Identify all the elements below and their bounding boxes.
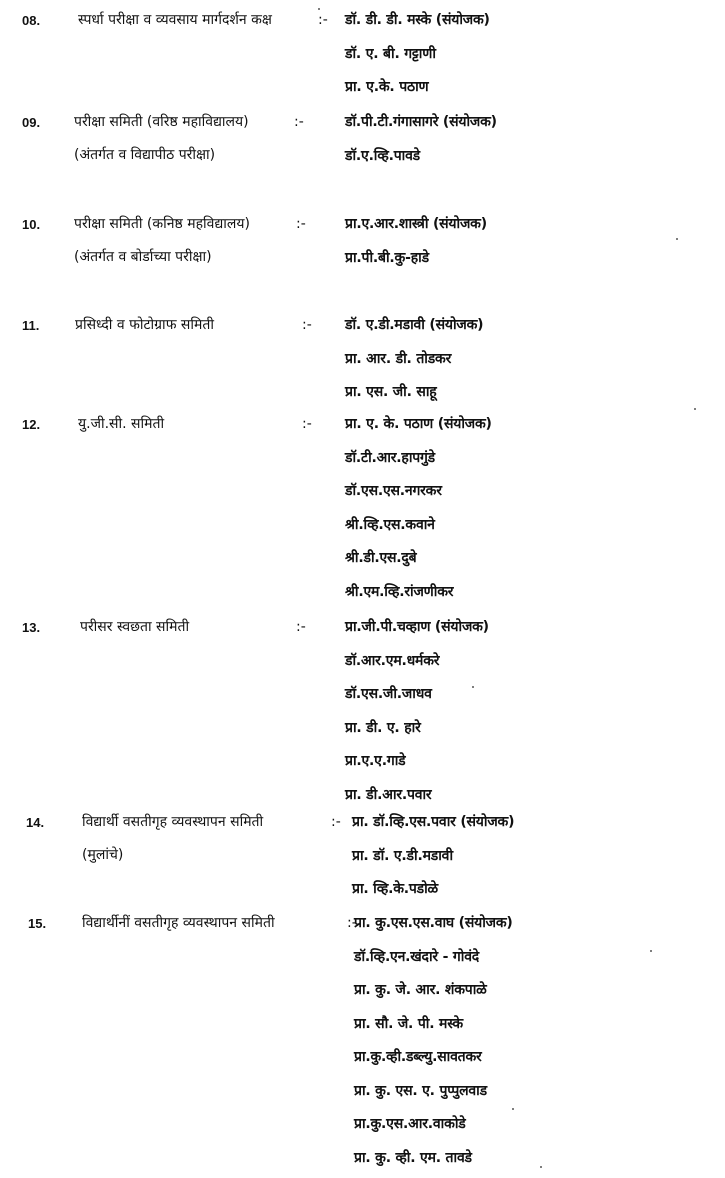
member-name: डॉ.ए.व्हि.पावडे <box>345 147 420 164</box>
committee-subtitle: (मुलांचे) <box>82 847 124 863</box>
committee-title-line: परीसर स्वछता समिती <box>80 619 190 635</box>
member-name: प्रा. कु. जे. आर. शंकपाळे <box>354 982 487 998</box>
scan-speck <box>512 1108 514 1110</box>
member-name: प्रा. एस. जी. साहू <box>345 384 437 400</box>
committee-number: 14. <box>26 815 45 830</box>
committee-title-line: विद्यार्थी वसतीगृह व्यवस्थापन समिती <box>82 814 264 830</box>
member-list <box>354 907 513 1175</box>
member-list <box>345 611 489 812</box>
member-name: डॉ.एस.जी.जाधव <box>345 686 432 702</box>
member-name: प्रा.कु.व्ही.डब्ल्यु.सावतकर <box>354 1049 482 1065</box>
member-name: डॉ.पी.टी.गंगासागरे (संयोजक) <box>345 114 497 130</box>
member-name: डॉ.आर.एम.धर्मकरे <box>345 652 440 669</box>
committee-title-line: प्रसिध्दी व फोटोग्राफ समिती <box>75 317 215 333</box>
committee-number: 10. <box>22 217 41 232</box>
committee-number: 08. <box>22 13 41 28</box>
member-name: प्रा. कु. एस. ए. पुप्पुलवाड <box>354 1082 487 1099</box>
committee-subtitle: (अंतर्गत व बोर्डाच्या परीक्षा) <box>74 249 212 265</box>
member-list <box>345 106 497 173</box>
member-name: प्रा. ए. के. पठाण (संयोजक) <box>345 416 492 432</box>
committee-separator: :- <box>296 216 306 232</box>
member-name: डॉ.टी.आर.हापगुंडे <box>345 449 435 466</box>
member-name: डॉ.एस.एस.नगरकर <box>345 483 442 499</box>
member-name: प्रा.ए.आर.शास्त्री (संयोजक) <box>345 216 487 232</box>
committee-title <box>78 4 272 37</box>
committee-title <box>74 106 249 172</box>
member-name: प्रा. ए.के. पठाण <box>345 79 429 95</box>
committee-title <box>74 208 250 274</box>
scan-speck <box>472 686 474 688</box>
member-list <box>352 806 514 907</box>
member-name: डॉ. ए. बी. गट्टाणी <box>345 45 436 62</box>
committee-number: 15. <box>28 916 47 931</box>
member-name: डॉ. डी. डी. मस्के (संयोजक) <box>345 12 490 28</box>
member-name: प्रा. डी.आर.पवार <box>345 786 432 803</box>
committee-number: 13. <box>22 620 41 635</box>
member-name: प्रा. कु.एस.एस.वाघ (संयोजक) <box>354 915 513 931</box>
scan-speck <box>694 408 696 410</box>
member-name: श्री.व्हि.एस.कवाने <box>345 516 435 533</box>
member-name: प्रा. आर. डी. तोडकर <box>345 350 452 367</box>
committee-title-line: यु.जी.सी. समिती <box>78 416 165 432</box>
committee-title-line: परीक्षा समिती (वरिष्ठ महाविद्यालय) <box>74 114 249 130</box>
committee-separator: :- <box>331 814 341 830</box>
committee-number: 12. <box>22 417 41 432</box>
member-name: प्रा. कु. व्ही. एम. तावडे <box>354 1149 472 1166</box>
committee-title <box>75 309 214 342</box>
committee-title <box>82 806 263 872</box>
member-list <box>345 408 492 609</box>
member-name: प्रा.पी.बी.कु-हाडे <box>345 249 429 266</box>
committee-title <box>82 907 275 940</box>
member-name: डॉ. ए.डी.मडावी (संयोजक) <box>345 317 484 333</box>
committee-title <box>78 408 164 441</box>
member-name: प्रा. डॉ.व्हि.एस.पवार (संयोजक) <box>352 814 515 830</box>
committee-number: 11. <box>22 318 40 333</box>
committee-separator: :- <box>302 416 312 432</box>
committee-separator: :- <box>294 114 304 130</box>
committee-title-line: परीक्षा समिती (कनिष्ठ महविद्यालय) <box>74 216 250 232</box>
committee-title <box>80 611 189 644</box>
member-name: श्री.एम.व्हि.रांजणीकर <box>345 583 454 600</box>
member-list <box>345 309 483 410</box>
member-name: प्रा.कु.एस.आर.वाकोडे <box>354 1116 466 1132</box>
committee-title-line: स्पर्धा परीक्षा व व्यवसाय मार्गदर्शन कक्ष <box>78 12 272 28</box>
committee-separator: :- <box>296 619 306 635</box>
member-name: प्रा.ए.ए.गाडे <box>345 753 406 769</box>
member-list <box>345 208 487 275</box>
member-list <box>345 4 490 105</box>
member-name: प्रा. डी. ए. हारे <box>345 719 421 736</box>
scan-speck <box>676 238 678 240</box>
scan-speck <box>540 1166 542 1168</box>
member-name: प्रा. डॉ. ए.डी.मडावी <box>352 847 453 864</box>
member-name: श्री.डी.एस.दुबे <box>345 550 417 566</box>
committee-title-line: विद्यार्थीनीं वसतीगृह व्यवस्थापन समिती <box>82 915 275 931</box>
member-name: प्रा.जी.पी.चव्हाण (संयोजक) <box>345 619 489 635</box>
member-name: प्रा. व्हि.के.पडोळे <box>352 881 438 897</box>
committee-subtitle: (अंतर्गत व विद्यापीठ परीक्षा) <box>74 147 216 163</box>
member-name: प्रा. सौ. जे. पी. मस्के <box>354 1015 463 1032</box>
committee-number: 09. <box>22 115 41 130</box>
member-name: डॉ.व्हि.एन.खंदारे - गोवंदे <box>354 948 480 965</box>
committee-separator: :- <box>318 12 328 28</box>
scan-speck <box>650 950 652 952</box>
committee-separator: :- <box>302 317 312 333</box>
committee-separator: :- <box>347 915 357 931</box>
scan-speck <box>318 8 320 10</box>
